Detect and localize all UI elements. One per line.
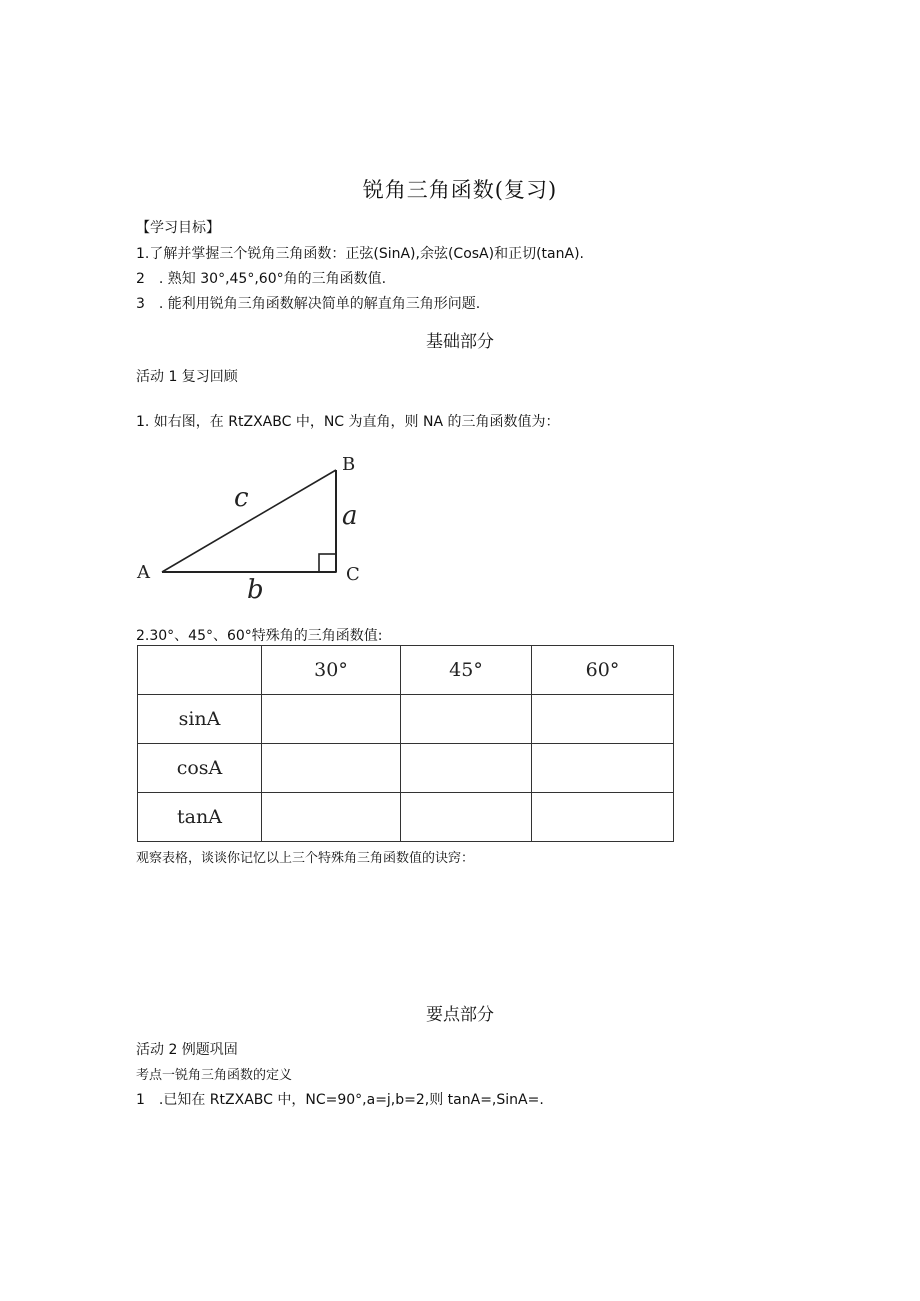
table-cell xyxy=(262,744,401,793)
table-row-label: cosA xyxy=(138,744,262,793)
table-row xyxy=(138,744,674,793)
right-angle-mark xyxy=(319,554,336,572)
objective-item: 2 . 熟知 30°,45°,60°角的三角函数值. xyxy=(136,271,387,287)
table-row xyxy=(138,793,674,842)
table-cell xyxy=(262,695,401,744)
table-cell xyxy=(532,744,674,793)
table-row-label: sinA xyxy=(138,695,262,744)
side-b-label: b xyxy=(247,575,264,605)
side-a-label: a xyxy=(342,501,358,531)
table-header-cell: 30° xyxy=(262,646,401,695)
table-row-label: tanA xyxy=(138,793,262,842)
right-triangle-figure xyxy=(128,448,378,608)
side-c-label: c xyxy=(234,483,249,513)
table-cell xyxy=(401,793,532,842)
table-cell xyxy=(532,695,674,744)
table-header-row xyxy=(138,646,674,695)
question-1: 1. 如右图，在 RtZXABC 中，NC 为直角，则 NA 的三角函数值为： xyxy=(136,414,560,430)
objectives-heading: 【学习目标】 xyxy=(136,220,220,236)
trig-values-table xyxy=(137,645,674,842)
vertex-b-label: B xyxy=(342,454,356,475)
table-cell xyxy=(262,793,401,842)
activity-2-label: 活动 2 例题巩固 xyxy=(136,1042,238,1058)
objective-item: 1.了解并掌握三个锐角三角函数：正弦(SinA),余弦(CosA)和正切(tanA). xyxy=(136,246,584,262)
table-cell xyxy=(401,695,532,744)
table-header-cell xyxy=(138,646,262,695)
vertex-a-label: A xyxy=(137,562,150,583)
table-header-cell: 45° xyxy=(401,646,532,695)
table-header-cell: 60° xyxy=(532,646,674,695)
key-point-1: 考点一锐角三角函数的定义 xyxy=(136,1068,293,1083)
table-cell xyxy=(532,793,674,842)
question-2: 2.30°、45°、60°特殊角的三角函数值: xyxy=(136,628,383,644)
activity-1-label: 活动 1 复习回顾 xyxy=(136,369,238,385)
key-section-heading: 要点部分 xyxy=(426,1005,494,1025)
observe-prompt: 观察表格，谈谈你记忆以上三个特殊角三角函数值的诀窍： xyxy=(136,851,475,866)
table-row xyxy=(138,695,674,744)
vertex-c-label: C xyxy=(346,564,360,585)
page-title: 锐角三角函数(复习) xyxy=(362,178,558,202)
objective-item: 3 . 能利用锐角三角函数解决简单的解直角三角形问题. xyxy=(136,296,481,312)
table-cell xyxy=(401,744,532,793)
example-question-1: 1 .已知在 RtZXABC 中，NC=90°,a=j,b=2,则 tanA=,SinA=. xyxy=(136,1092,544,1108)
basic-section-heading: 基础部分 xyxy=(426,332,494,352)
